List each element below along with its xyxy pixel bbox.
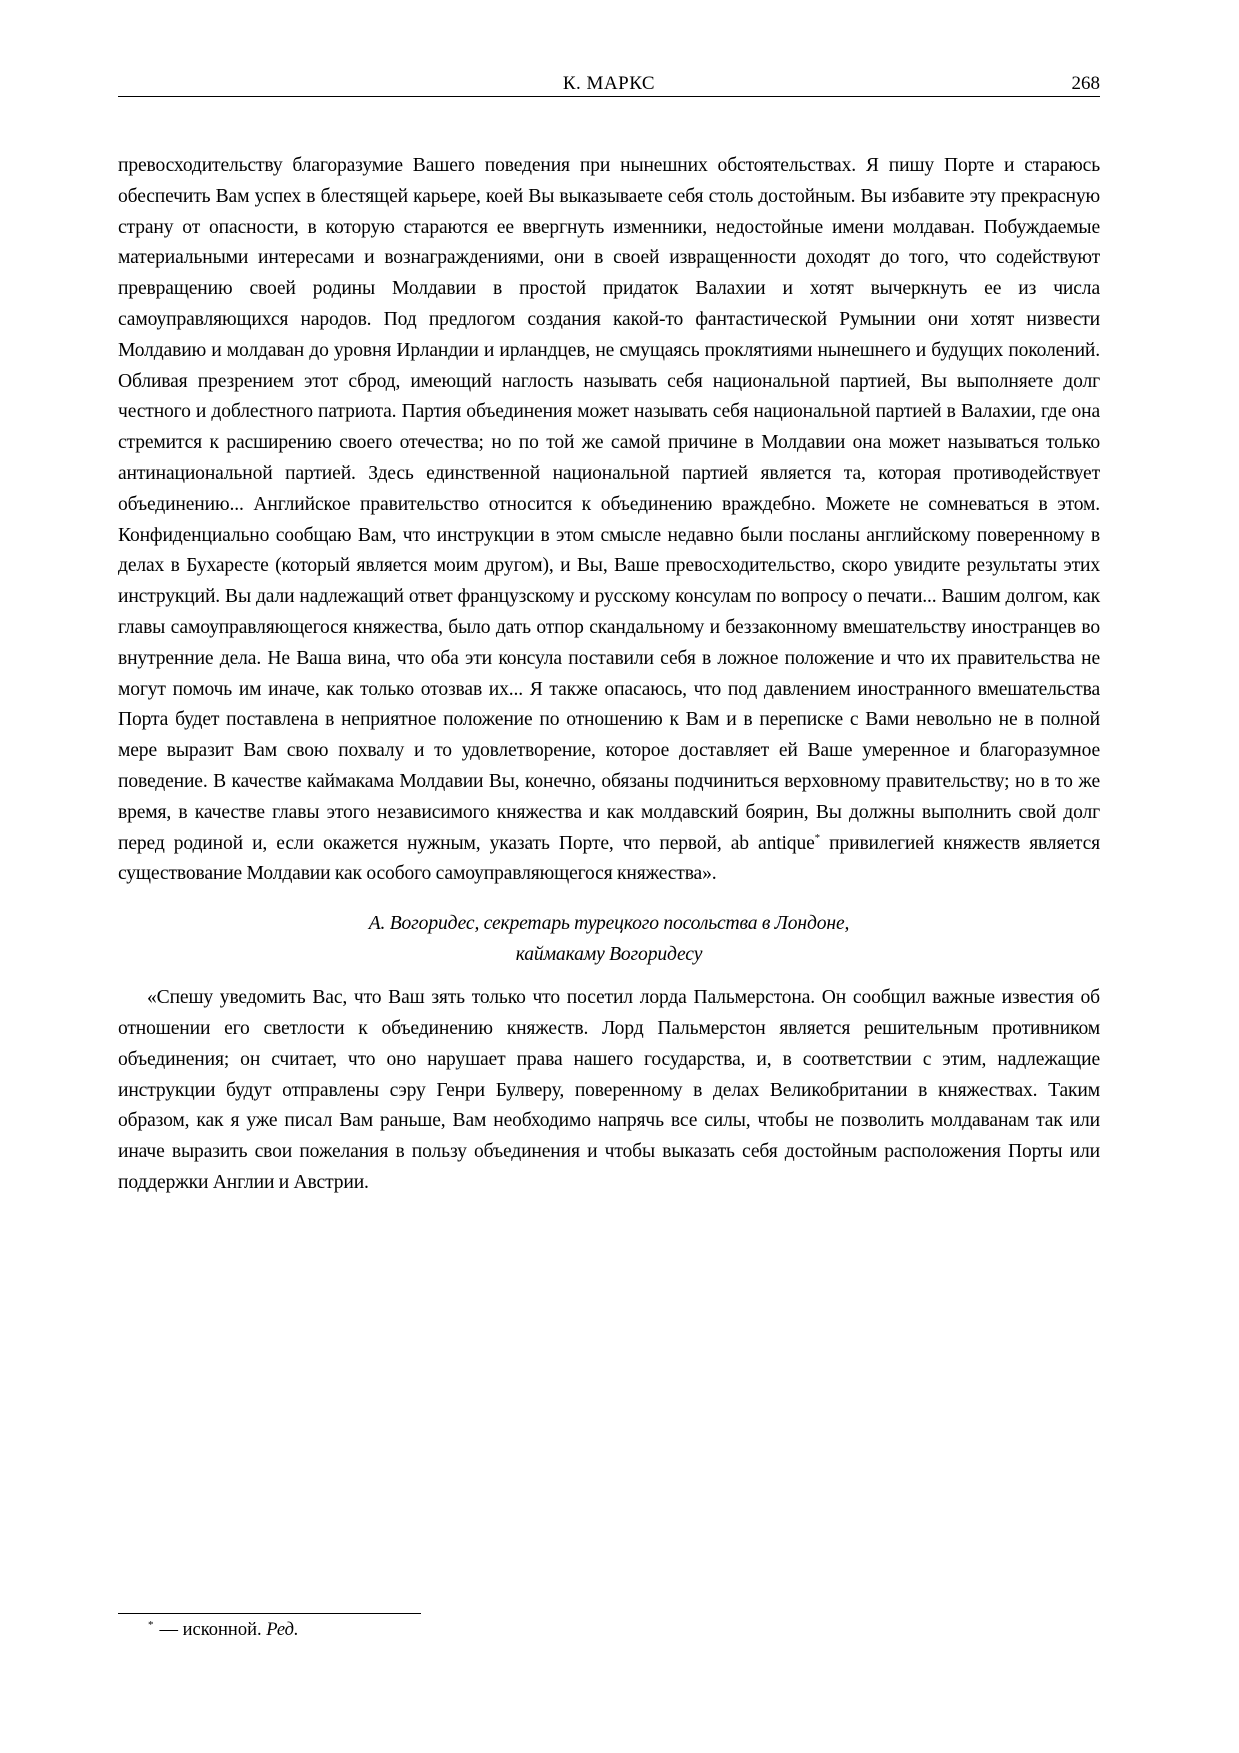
footnote-divider [118,1613,421,1614]
paragraph-text-part-2: привилегией княжеств является существование Молдавии как особого самоуправляющегося княжества». [118,832,1100,885]
running-header-author: К. МАРКС [562,73,656,94]
letter-heading-line-1: А. Вогоридес, секретарь турецкого посольства в Лондоне, [368,913,850,935]
main-text [118,151,1100,1199]
footnote [148,1618,299,1642]
paragraph-letter-body: «Спешу уведомить Вас, что Ваш зять только что посетил лорда Пальмерстона. Он сообщил важные известия об отношении его светлости к объединению княжеств. Лорд Пальмерстон является решительным противником объединения; он считает, что оно нарушает права нашего государства, и, в соответствии с этим, надлежащие инструкции будут отправлены сэру Генри Булверу, поверенному в делах Великобритании в княжествах. Таким образом, как я уже писал Вам раньше, Вам необходимо напрячь все силы, чтобы не позволить молдаванам так или иначе выразить свои пожелания в пользу объединения и чтобы выказать себя достойным расположения Порты или поддержки Англии и Австрии. [118,987,1100,1193]
footnote-text: — исконной. [159,1620,267,1640]
page-number: 268 [1071,73,1100,94]
paragraph-continued-letter [118,151,1100,890]
footnote-marker: * [148,1619,154,1631]
letter-heading-line-2: каймакаму Вогоридесу [515,944,703,966]
paragraph-text-part-1: превосходительству благоразумие Вашего поведения при нынешних обстоятельствах. Я пишу Порте и стараюсь обеспечить Вам успех в блестящей карьере, коей Вы выказываете себя столь достойным. Вы избавите эту прекрасную страну от опасности, в которую стараются ее ввергнуть изменники, недостойные имени молдаван. Побуждаемые материальными интересами и вознаграждениями, они в своей извращенности доходят до того, что содействуют превращению своей родины Молдавии в простой придаток Валахии и хотят вычеркнуть ее из числа самоуправляющихся народов. Под предлогом создания какой-то фантастической Румынии они хотят низвести Молдавию и молдаван до уровня Ирландии и ирландцев, не смущаясь проклятиями нынешнего и будущих поколений. Обливая презрением этот сброд, имеющий наглость называть себя национальной партией, Вы выполняете долг честного и доблестного патриота. Партия объединения может называть себя национальной партией в Валахии, где она стремится к расширению своего отечества; но по той же самой причине в Молдавии она может называться только антинациональной партией. Здесь единственной национальной партией является та, которая противодействует объединению... Английское правительство относится к объединению враждебно. Можете не сомневаться в этом. Конфиденциально сообщаю Вам, что инструкции в этом смысле недавно были посланы английскому поверенному в делах в Бухаресте (который является моим другом), и Вы, Ваше превосходительство, скоро увидите результаты этих инструкций. Вы дали надлежащий ответ французскому и русскому консулам по вопросу о печати... Вашим долгом, как главы самоуправляющегося княжества, было дать отпор скандальному и беззаконному вмешательству иностранцев во внутренние дела. Не Ваша вина, что оба эти консула поставили себя в ложное положение и что их правительства не могут помочь им иначе, как только отозвав их... Я также опасаюсь, что под давлением иностранного вмешательства Порта будет поставлена в неприятное положение по отношению к Вам и в переписке с Вами невольно не в полной мере выразит Вам свою похвалу и то удовлетворение, которое доставляет ей Ваше умеренное и благоразумное поведение. В качестве каймакама Молдавии Вы, конечно, обязаны подчиниться верховному правительству; но в то же время, в качестве главы этого независимого княжества и как молдавский боярин, Вы должны выполнить свой долг перед родиной и, если окажется нужным, указать Порте, что первой, ab antique [118,155,1100,854]
footnote-reference[interactable]: * [814,831,820,844]
letter-heading [118,908,1100,970]
footnote-editor-note: Ред. [266,1620,299,1640]
running-header [118,72,1100,97]
